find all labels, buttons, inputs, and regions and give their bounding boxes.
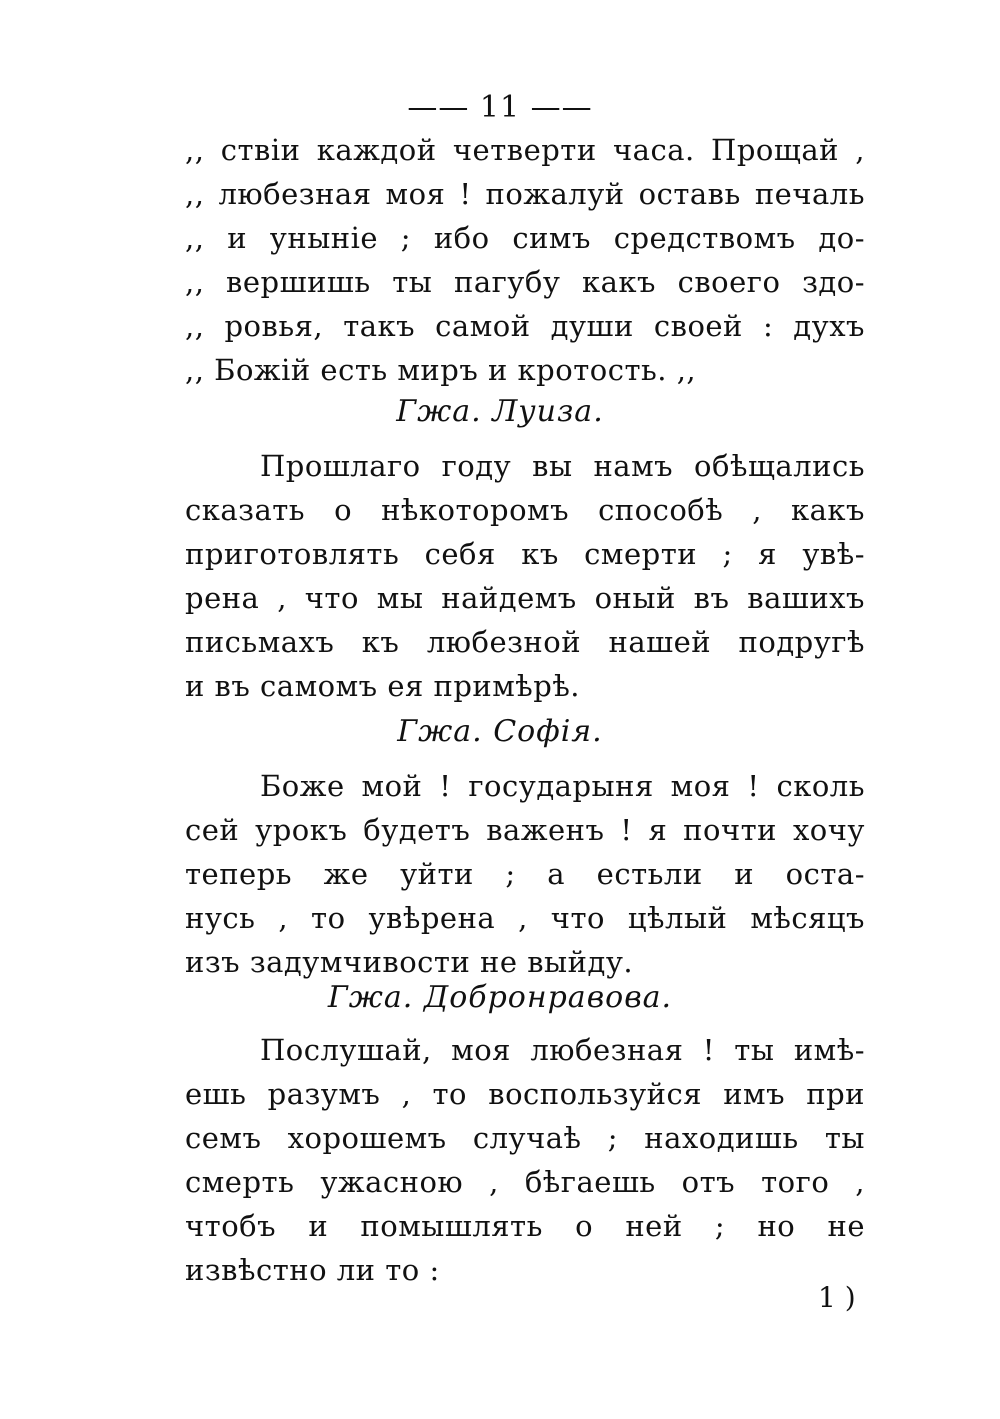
text-line: ,, ствіи каждой четверти часа. Прощай ,: [185, 133, 865, 167]
text-line: нусь , то увѣрена , что цѣлый мѣсяцъ: [185, 901, 865, 935]
page-number-header: —— 11 ——: [407, 90, 593, 125]
speaker-heading: Гжа. Добронравова.: [327, 980, 673, 1015]
text-line: ,, Божій есть миръ и кротость. ,,: [185, 353, 697, 387]
text-line: ,, и уныніе ; ибо симъ средствомъ до-: [185, 221, 865, 255]
text-line: и въ самомъ ея примѣрѣ.: [185, 669, 581, 703]
text-line: чтобъ и помышлять о ней ; но не: [185, 1209, 865, 1243]
text-line: ,, любезная моя ! пожалуй оставь печаль: [185, 177, 865, 211]
text-line: смерть ужасною , бѣгаешь отъ того ,: [185, 1165, 865, 1199]
text-line: ,, ровья, такъ самой души своей : духъ: [185, 309, 865, 343]
text-line: Прошлаго году вы намъ обѣщались: [260, 449, 865, 483]
text-line: приготовлять себя къ смерти ; я увѣ-: [185, 537, 865, 571]
paragraph: [185, 444, 865, 708]
paragraph: [185, 764, 865, 984]
speaker-heading: Гжа. Софія.: [397, 714, 603, 749]
paragraph: [185, 1028, 865, 1292]
signature-mark: 1 ): [818, 1281, 856, 1314]
text-line: изъ задумчивости не выйду.: [185, 945, 634, 979]
text-line: письмахъ къ любезной нашей подругѣ: [185, 625, 865, 659]
text-line: Боже мой ! государыня моя ! сколь: [260, 769, 865, 803]
text-line: теперь же уйти ; а естьли и оста-: [185, 857, 865, 891]
text-line: ешь разумъ , то воспользуйся имъ при: [185, 1077, 865, 1111]
opening-quote: [185, 128, 865, 392]
text-line: извѣстно ли то :: [185, 1253, 440, 1287]
text-line: сей урокъ будетъ важенъ ! я почти хочу: [185, 813, 865, 847]
text-line: сказать о нѣкоторомъ способѣ , какъ: [185, 493, 865, 527]
speaker-heading: Гжа. Луиза.: [396, 394, 604, 429]
text-line: семъ хорошемъ случаѣ ; находишь ты: [185, 1121, 865, 1155]
text-line: ,, вершишь ты пагубу какъ своего здо-: [185, 265, 865, 299]
text-line: Послушай, моя любезная ! ты имѣ-: [260, 1033, 865, 1067]
text-line: рена , что мы найдемъ оный въ вашихъ: [185, 581, 865, 615]
